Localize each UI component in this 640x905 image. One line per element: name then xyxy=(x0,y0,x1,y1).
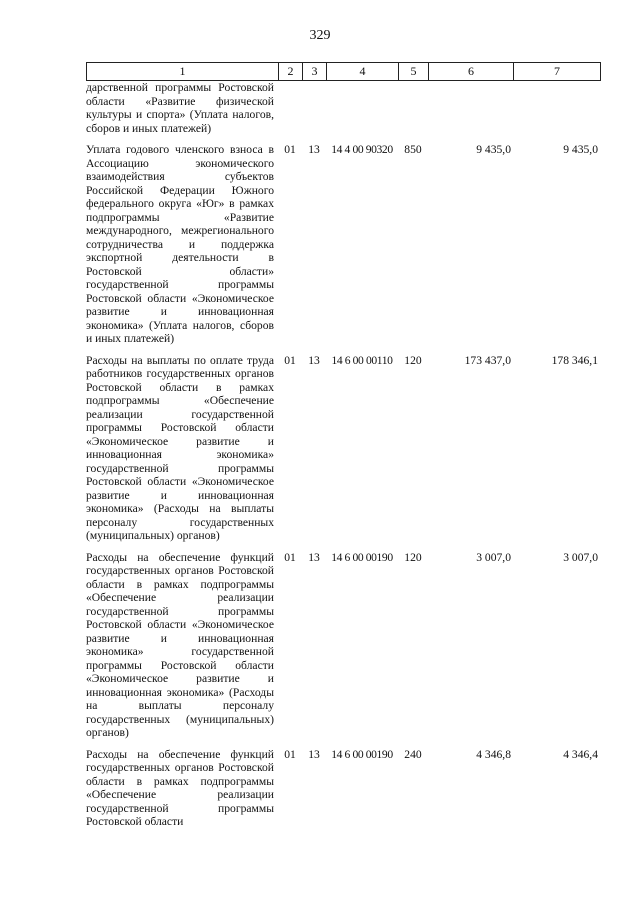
header-col-5: 5 xyxy=(399,63,429,81)
header-col-3: 3 xyxy=(303,63,327,81)
row-section: 01 xyxy=(284,143,296,156)
row-expense-type: 120 xyxy=(404,550,422,564)
row-amount-1: 4 346,8 xyxy=(476,747,511,761)
row-amount-2: 3 007,0 xyxy=(563,550,598,564)
row-target-code: 14 6 00 00190 xyxy=(331,747,393,761)
row-amount-1: 3 007,0 xyxy=(476,550,511,564)
row-amount-2: 178 346,1 xyxy=(551,353,598,367)
row-description: Расходы на выплаты по оплате труда работников государственных органов Ростовской области в рамках подпрограммы «Обеспечение реализации государственной программы Ростовской области «Экономическое развитие и инновационная экономика» государственной программы Ростовской области «Экономическое развитие и инновационная экономика» (Расходы на выплаты персоналу государственных (муниципальных) органов) xyxy=(86,353,274,542)
row-target-code: 14 6 00 00110 xyxy=(331,353,393,367)
table-row xyxy=(86,354,600,543)
header-col-4: 4 xyxy=(327,63,399,81)
row-target-code: 14 6 00 00190 xyxy=(331,550,393,564)
row-subsection: 13 xyxy=(308,353,320,367)
row-expense-type: 120 xyxy=(404,353,422,367)
row-section: 01 xyxy=(284,353,296,367)
row-amount-1: 173 437,0 xyxy=(464,353,511,367)
row-section: 01 xyxy=(284,747,296,761)
table-row xyxy=(86,551,600,740)
page-number: 329 xyxy=(309,28,331,43)
table-row xyxy=(86,81,600,135)
table-header xyxy=(86,62,601,81)
header-col-2: 2 xyxy=(279,63,303,81)
row-subsection: 13 xyxy=(308,143,320,156)
row-description: Расходы на обеспечение функций государственных органов Ростовской области в рамках подпрограммы «Обеспечение реализации государственной программы Ростовской области xyxy=(86,747,274,828)
table-body xyxy=(86,81,600,837)
table-row xyxy=(86,748,600,829)
table-row xyxy=(86,143,600,346)
row-subsection: 13 xyxy=(308,550,320,564)
row-description: дарственной программы Ростовской области «Развитие физической культуры и спорта» (Уплата налогов, сборов и иных платежей) xyxy=(86,81,274,135)
row-subsection: 13 xyxy=(308,747,320,761)
row-target-code: 14 4 00 90320 xyxy=(331,143,393,156)
row-expense-type: 850 xyxy=(404,143,422,156)
row-amount-2: 4 346,4 xyxy=(563,747,598,761)
header-col-6: 6 xyxy=(429,63,514,81)
row-amount-1: 9 435,0 xyxy=(476,143,511,156)
row-description: Расходы на обеспечение функций государственных органов Ростовской области в рамках подпрограммы «Обеспечение реализации государственной программы Ростовской области «Экономическое развитие и инновационная экономика» государственной программы Ростовской области «Экономическое развитие и инновационная экономика» (Расходы на выплаты персоналу государственных (муниципальных) органов) xyxy=(86,550,274,739)
row-expense-type: 240 xyxy=(404,747,422,761)
row-amount-2: 9 435,0 xyxy=(563,143,598,156)
header-col-7: 7 xyxy=(514,63,601,81)
header-row xyxy=(87,63,601,81)
row-description: Уплата годового членского взноса в Ассоциацию экономического взаимодействия субъектов Российской Федерации Южного федерального округа «Юг» в рамках подпрограммы «Развитие международного, межрегионального сотрудничества и поддержка экспортной деятельности в Ростовской области» государственной программы Ростовской области «Экономическое развитие и инновационная экономика» (Уплата налогов, сборов и иных платежей) xyxy=(86,143,274,345)
row-section: 01 xyxy=(284,550,296,564)
header-col-1: 1 xyxy=(87,63,279,81)
